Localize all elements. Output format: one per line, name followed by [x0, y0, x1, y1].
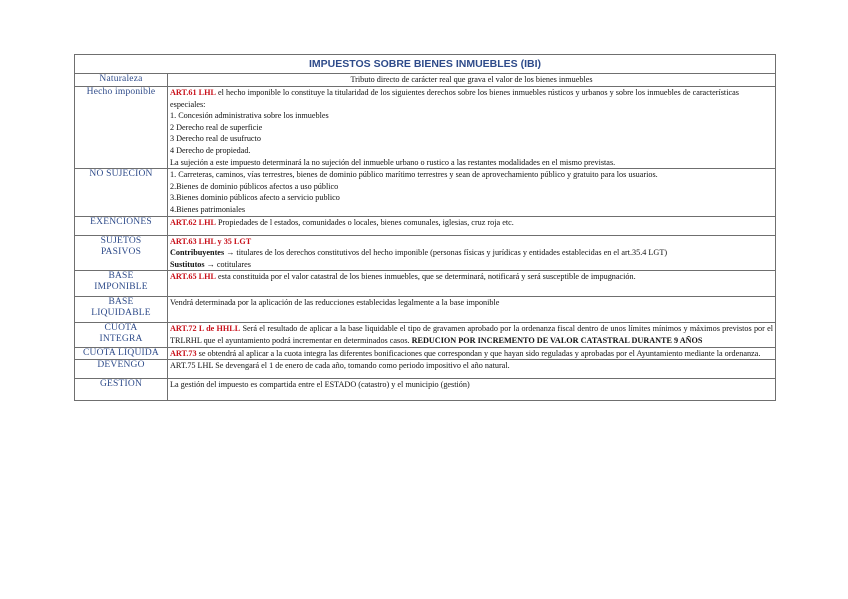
content-no-sujecion [168, 169, 776, 216]
table-title: IMPUESTOS SOBRE BIENES INMUEBLES (IBI) [75, 55, 776, 74]
row-cuota-integra [75, 323, 776, 347]
hecho-item-3: 3 Derecho real de usufructo [170, 134, 261, 144]
exenciones-text: Propiedades de l estados, comunidades o locales, bienes comunales, iglesias, cruz roja etc. [215, 217, 514, 227]
content-exenciones [168, 216, 776, 235]
row-devengo [75, 360, 776, 379]
article-ref: ART.72 L de HHLL [170, 324, 241, 334]
label-cuota-integra [75, 323, 168, 347]
label-base-liquidable [75, 297, 168, 323]
row-base-imponible [75, 271, 776, 297]
content-base-liquidable: Vendrá determinada por la aplicación de las reducciones establecidas legalmente a la base imponible [168, 297, 776, 323]
label-no-sujecion: NO SUJECION [75, 169, 168, 216]
hecho-outro: La sujeción a este impuesto determinará la no sujeción del inmueble urbano o rustico a las restantes modalidades en el mismo previstas. [170, 157, 616, 167]
no-sujecion-item-3: 3.Bienes dominio públicos afecto a servicio publico [170, 193, 340, 203]
label-line: IMPONIBLE [94, 282, 148, 293]
content-naturaleza: Tributo directo de carácter real que grava el valor de los bienes inmuebles [168, 74, 776, 87]
article-ref: ART.73 [170, 348, 197, 358]
contribuyentes-text: → titulares de los derechos constitutivos del hecho imponible (personas físicas y jurídicas y entidades establecidas en el art.35.4 LGT) [224, 248, 668, 258]
label-line: PASIVOS [100, 246, 142, 257]
content-devengo: ART.75 LHL Se devengará el 1 de enero de cada año, tomando como periodo impositivo el año natural. [168, 360, 776, 379]
label-line: BASE [108, 297, 134, 308]
label-sujetos-pasivos [75, 235, 168, 271]
row-gestion [75, 379, 776, 401]
article-ref: ART.62 LHL [170, 217, 216, 227]
cuota-integra-bold: REDUCION POR INCREMENTO DE VALOR CATASTRAL DURANTE 9 AÑOS [411, 335, 703, 345]
label-devengo: DEVENGO [75, 360, 168, 379]
row-cuota-liquida [75, 347, 776, 360]
no-sujecion-item-2: 2.Bienes de dominio públicos afectos a uso público [170, 181, 339, 191]
label-line: INTEGRA [99, 334, 143, 345]
label-hecho-imponible: Hecho imponible [75, 87, 168, 169]
sustitutos-label: Sustitutos [170, 259, 205, 269]
content-base-imponible [168, 271, 776, 297]
cuota-liquida-text: se obtendrá al aplicar a la cuota integra las diferentes bonificaciones que correspondan y que hayan sido reguladas y aprobadas por el Ayuntamiento mediante la ordenanza. [196, 348, 761, 358]
article-ref: ART.61 LHL [170, 88, 216, 97]
content-cuota-integra [168, 323, 776, 347]
row-hecho-imponible [75, 87, 776, 169]
label-naturaleza: Naturaleza [75, 74, 168, 87]
hecho-item-4: 4 Derecho de propiedad. [170, 145, 251, 155]
no-sujecion-item-1: 1. Carreteras, caminos, vías terrestres, bienes de dominio público marítimo terrestres y sean de aprovechamiento público y gratuito para los usuarios. [170, 170, 658, 180]
ibi-summary-table [74, 54, 776, 401]
row-no-sujecion [75, 169, 776, 216]
base-imponible-text: esta constituida por el valor catastral de los bienes inmuebles, que se determinará, notificará y será susceptible de impugnación. [215, 272, 636, 282]
contribuyentes-label: Contribuyentes [170, 248, 225, 258]
hecho-item-1: 1. Concesión administrativa sobre los inmuebles [170, 111, 329, 121]
content-cuota-liquida [168, 347, 776, 360]
content-sujetos-pasivos [168, 235, 776, 271]
article-ref: ART.65 LHL [170, 272, 216, 282]
label-line: BASE [108, 271, 134, 282]
sustitutos-text: → cotitulares [204, 259, 251, 269]
row-naturaleza [75, 74, 776, 87]
title-row [75, 55, 776, 74]
content-hecho-imponible [168, 87, 776, 169]
label-cuota-liquida: CUOTA LIQUIDA [75, 347, 168, 360]
hecho-intro: el hecho imponible lo constituye la titularidad de los siguientes derechos sobre los bienes inmuebles rústicos y urbanos y sobre los inmuebles de características especiales: [170, 88, 739, 109]
label-line: SUJETOS [100, 235, 142, 246]
label-line: LIQUIDABLE [91, 308, 151, 319]
cuota-integra-text: Será el resultado de aplicar a la base liquidable el tipo de gravamen aprobado por la ordenanza fiscal dentro de unos límites mínimos y máximos previstos por el TRLRHL que el ayuntamiento podrá incrementar en determinados casos. [170, 324, 774, 345]
article-ref: ART.63 LHL y 35 LGT [170, 236, 252, 246]
row-exenciones [75, 216, 776, 235]
no-sujecion-item-4: 4.Bienes patrimoniales [170, 204, 246, 214]
row-base-liquidable [75, 297, 776, 323]
content-gestion: La gestión del impuesto es compartida entre el ESTADO (catastro) y el municipio (gestión) [168, 379, 776, 401]
label-exenciones: EXENCIONES [75, 216, 168, 235]
label-base-imponible [75, 271, 168, 297]
label-line: CUOTA [104, 323, 138, 334]
row-sujetos-pasivos [75, 235, 776, 271]
label-gestion: GESTION [75, 379, 168, 401]
hecho-item-2: 2 Derecho real de superficie [170, 122, 263, 132]
